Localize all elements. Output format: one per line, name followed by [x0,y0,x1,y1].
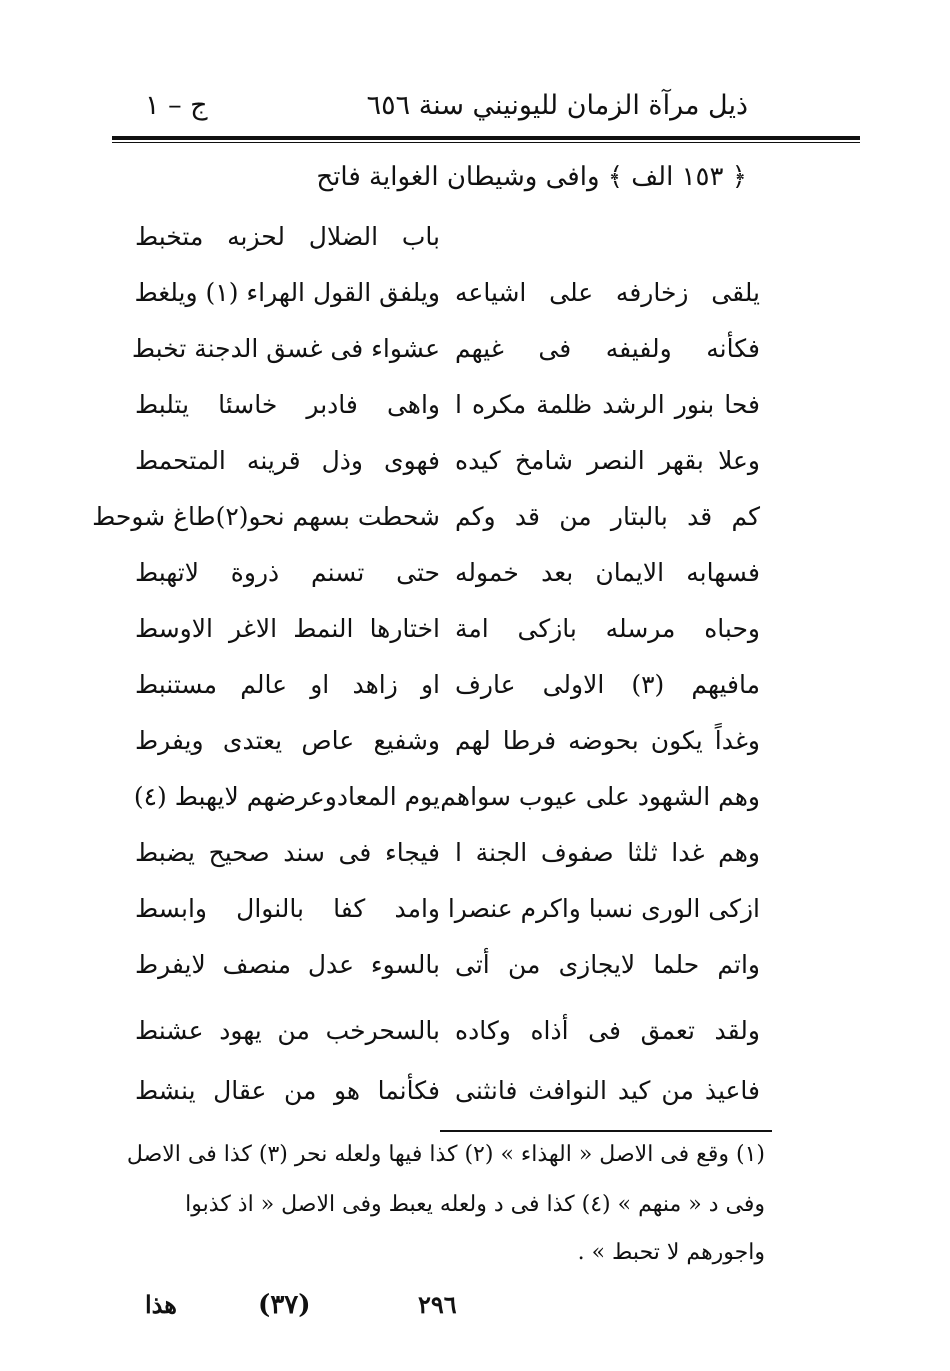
verse-second-hemistich: حتى تسنم ذروة لاتهبط [135,558,440,587]
verse-line [135,390,760,434]
verse-first-hemistich: ازكى الورى نسبا واكرم عنصرا [447,894,760,923]
verse-first-hemistich: مافيهم (٣) الاولى عارف [455,670,760,699]
verse-second-hemistich: فهوى وذل قرينه المتحمط [135,446,440,475]
verse-second-hemistich: اختارها النمط الاغر الاوسط [135,614,440,643]
verse-first-hemistich: وعلا بقهر النصر شامخ كيده [455,446,760,475]
verse-second-hemistich: واهى فادبر خاسئا يتلبط [135,390,440,419]
verse-first-hemistich: ولقد تعمق فى أذاه وكاده [455,1016,760,1045]
verse-line [135,782,760,826]
catchword: هذا [145,1290,177,1319]
verse-line [135,1016,760,1060]
verse-second-hemistich: ويلفق القول الهراء (١) ويلغط [134,278,440,307]
verse-line [135,894,760,938]
intro-line: ﴿ ١٥٣ الف ﴾ وافى وشيطان الغواية فاتح [316,162,747,192]
header-rule-thick [112,136,860,140]
header-rule-thin [112,142,860,143]
verse-line [135,278,760,322]
verse-first-hemistich: يلقى زخارفه على اشياعه [455,278,760,307]
verse-line [135,1076,760,1120]
verse-line [135,614,760,658]
footnote-rule [440,1130,772,1132]
verse-line [135,446,760,490]
verse-second-hemistich: بالسوء عدل منصف لايفرط [135,950,440,979]
verse-second-hemistich: باب الضلال لحزبه متخبط [135,222,440,251]
verse-first-hemistich: وغداً يكون بحوضه فرطا لهم [455,726,760,755]
verse-second-hemistich: عشواء فى غسق الدجنة تخبط [131,334,440,363]
verse-first-hemistich: وهم غدا ثلثا صفوف الجنة ا [455,838,760,867]
verse-line [131,334,760,378]
verse-second-hemistich: او زاهد او عالم مستنبط [135,670,440,699]
verse-first-hemistich: فسهابه الايمان بعد خموله [455,558,760,587]
verse-line [135,726,760,770]
verse-line [135,558,760,602]
verse-first-hemistich: فاعيذ من كيد النوافث فانثنى [455,1076,760,1105]
verse-first-hemistich: وحباه مرسله بازكى امة [455,614,760,643]
verse-second-hemistich: فكأنما هو من عقال ينشط [135,1076,440,1105]
verse-line [135,670,760,714]
footnote-line: واجورهم لا تحبط » . [577,1240,765,1265]
verse-line [135,222,760,266]
verse-first-hemistich: كم قد بالبتار من قد وكم [455,502,760,531]
verse-second-hemistich: يوم المعادوعرضهم لايهبط (٤) [133,782,440,811]
verse-first-hemistich: واتم حلما لايجازى من أتى [455,950,760,979]
verse-second-hemistich: بالسحرخب من يهود عشنط [135,1016,440,1045]
verse-second-hemistich: وامد كفا بالنوال وابسط [135,894,440,923]
verse-first-hemistich: فحا بنور الرشد ظلمة مكره ا [455,390,760,419]
footnote-line: وفى د « منهم » (٤) كذا فى د ولعله يعبط وفى الاصل « اذ كذبوا [185,1192,765,1217]
verse-second-hemistich: شحطت بسهم نحو(٢)طاغ شوحط [92,502,440,531]
verse-line [92,502,760,546]
verse-second-hemistich: فيجاء فى سند صحيح يضبط [135,838,440,867]
verse-first-hemistich: فكأنه ولفيفه فى غيهم [455,334,760,363]
verse-line [135,838,760,882]
verse-first-hemistich: وهم الشهود على عيوب سواهم [440,782,760,811]
footnote-line: (١) وقع فى الاصل « الهذاء » (٢) كذا فيها ولعله نحر (٣) كذا فى الاصل [126,1142,765,1167]
running-header-title: ذيل مرآة الزمان لليونيني سنة ٦٥٦ [366,90,748,121]
running-header-volume: ج – ١ [145,90,208,121]
page-number: ٢٩٦ [418,1290,457,1319]
verse-line [135,950,760,994]
verse-second-hemistich: وشفيع عاص يعتدى ويفرط [135,726,440,755]
signature-mark: (٣٧) [258,1290,311,1320]
